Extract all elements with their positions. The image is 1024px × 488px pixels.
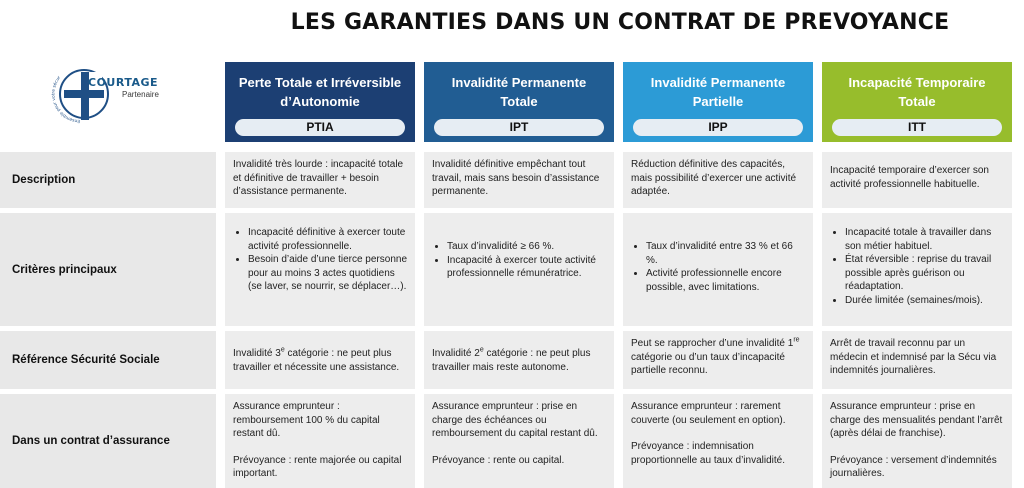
column-code-badge: IPT (434, 119, 604, 136)
list-item: • Incapacité totale à travailler dans son métier habituel. (845, 226, 1004, 253)
column-code-badge: PTIA (235, 119, 405, 136)
cell-paragraph: Prévoyance : rente ou capital. (432, 454, 565, 466)
row-label-contrat: Dans un contrat d’assurance (0, 394, 216, 488)
column-code-badge: IPP (633, 119, 803, 136)
cell-text: Invalidité 2 (432, 348, 480, 359)
cell-description-ipp: Réduction définitive des capacités, mais possibilité d’exercer une activité adaptée. (623, 152, 813, 208)
cell-contrat-ipp (623, 394, 813, 488)
page-title: LES GARANTIES DANS UN CONTRAT DE PREVOYANCE (290, 10, 950, 35)
cell-criteres-itt (822, 213, 1012, 326)
list-item: • Activité professionnelle encore possible, avec limitations. (646, 267, 805, 294)
column-header-ipt (424, 62, 614, 142)
cell-contrat-itt (822, 394, 1012, 488)
superscript: e (479, 346, 484, 354)
list-item: • Taux d’invalidité entre 33 % et 66 %. (646, 240, 805, 267)
cell-criteres-ipt (424, 213, 614, 326)
cell-criteres-ptia (225, 213, 415, 326)
svg-text:Ensemble pour votre sécurité: Ensemble pour votre sécur (51, 75, 81, 124)
cell-criteres-ipp (623, 213, 813, 326)
superscript: re (793, 336, 800, 344)
row-label-secu: Référence Sécurité Sociale (0, 331, 216, 389)
logo-name: COURTAGE (88, 76, 159, 89)
list-item: • Besoin d’aide d’une tierce personne pour au moins 3 actes quotidiens (se laver, se nourrir, se déplacer…). (248, 253, 407, 294)
cell-text: catégorie : ne peut plus travailler mais reste autonome. (432, 348, 591, 373)
column-title-line1: Invalidité Permanente (650, 75, 786, 90)
column-title-line1: Invalidité Permanente (451, 75, 587, 90)
column-header-ipp (623, 62, 813, 142)
column-code-badge: ITT (832, 119, 1002, 136)
list-item: • État réversible : reprise du travail possible après guérison ou réadaptation. (845, 253, 1004, 294)
column-title-line2: Totale (500, 94, 538, 109)
cell-paragraph: Prévoyance : indemnisation proportionnelle au taux d’invalidité. (631, 441, 785, 466)
row-label-description: Description (0, 152, 216, 208)
cell-paragraph: Assurance emprunteur : prise en charge des mensualités pendant l’arrêt (après délai de franchise). (830, 401, 1003, 439)
cell-description-ipt: Invalidité définitive empêchant tout travail, mais sans besoin d’assistance permanente. (424, 152, 614, 208)
cell-paragraph: Prévoyance : rente majorée ou capital important. (233, 454, 402, 479)
cell-secu-ipt (424, 331, 614, 389)
list-item: • Incapacité à exercer toute activité professionnelle rémunératrice. (447, 254, 606, 281)
cell-text: Peut se rapprocher d’une invalidité 1 (631, 338, 794, 349)
column-title-line1: Perte Totale et Irréversible (238, 75, 402, 90)
column-title-line2: Totale (898, 94, 936, 109)
cell-paragraph: Assurance emprunteur : rarement couverte (ou seulement en option). (631, 401, 786, 426)
list-item: • Incapacité définitive à exercer toute activité professionnelle. (248, 226, 407, 253)
cell-paragraph: Assurance emprunteur : prise en charge des échéances ou remboursement du capital restant dû. (432, 401, 598, 439)
cell-secu-ptia (225, 331, 415, 389)
cell-text: catégorie ou d’un taux d’incapacité partielle reconnu. (631, 351, 785, 376)
list-item: • Taux d’invalidité ≥ 66 %. (447, 240, 606, 254)
cell-text: Invalidité 3 (233, 348, 281, 359)
logo-subtitle: Partenaire (122, 90, 159, 99)
cell-secu-itt: Arrêt de travail reconnu par un médecin et indemnisé par la Sécu via indemnités journalières. (822, 331, 1012, 389)
cell-paragraph: Assurance emprunteur : remboursement 100 % du capital restant dû. (233, 401, 380, 439)
cell-secu-ipp (623, 331, 813, 389)
column-title-line1: Incapacité Temporaire (848, 75, 986, 90)
column-header-ptia (225, 62, 415, 142)
row-label-criteres: Critères principaux (0, 213, 216, 326)
cell-text: catégorie : ne peut plus travailler et nécessite une assistance. (233, 348, 400, 373)
cell-description-itt: Incapacité temporaire d’exercer son activité professionnelle habituelle. (822, 152, 1012, 208)
cell-contrat-ptia (225, 394, 415, 488)
cell-paragraph: Prévoyance : versement d’indemnités journalières. (830, 454, 997, 479)
superscript: e (280, 346, 285, 354)
column-title-line2: d’Autonomie (280, 94, 360, 109)
column-header-itt (822, 62, 1012, 142)
courtage-logo (50, 58, 190, 130)
cell-contrat-ipt (424, 394, 614, 488)
logo-mark-icon (50, 58, 110, 130)
column-title-line2: Partielle (692, 94, 744, 109)
cell-description-ptia: Invalidité très lourde : incapacité totale et définitive de travailler + besoin d’assistance permanente. (225, 152, 415, 208)
list-item: • Durée limitée (semaines/mois). (845, 294, 1004, 308)
